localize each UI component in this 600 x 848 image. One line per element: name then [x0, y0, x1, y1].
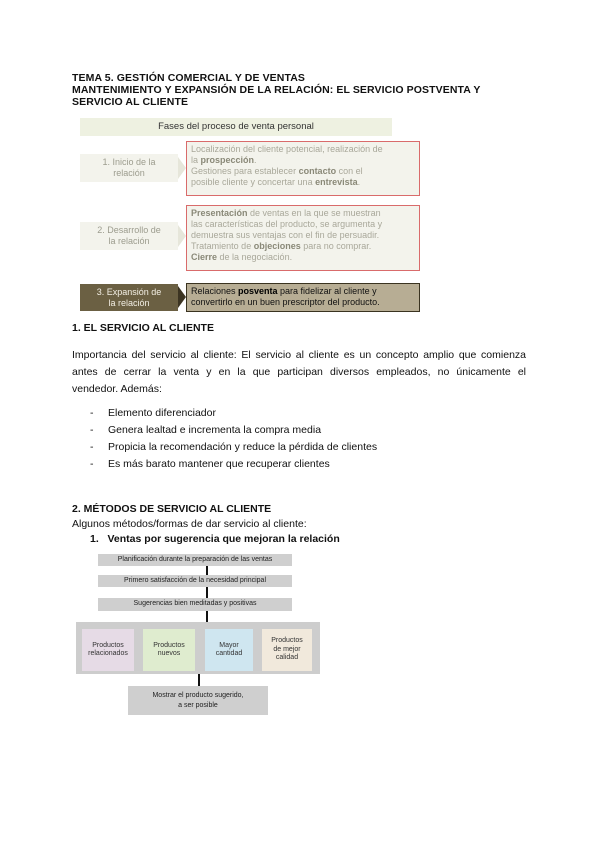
title-line-3: SERVICIO AL CLIENTE [72, 96, 189, 108]
phase-1-label: 1. Inicio de la relación [80, 154, 178, 182]
phase-2-label: 2. Desarrollo de la relación [80, 222, 178, 250]
title-line-2: MANTENIMIENTO Y EXPANSIÓN DE LA RELACIÓN: EL SERVICIO POSTVENTA Y [72, 84, 481, 96]
phase-2-description: Presentación de ventas en la que se muestran las características del producto, se argumenta y demuestra sus ventajas con el fin de persuadir. Tratamiento de objeciones para no comprar. Cierre de la negociación. [186, 205, 420, 271]
section-2-intro: Algunos métodos/formas de dar servicio al cliente: [72, 518, 307, 530]
phase-3-description: Relaciones posventa para fidelizar al cliente y convertirlo en un buen prescriptor del producto. [186, 283, 420, 312]
phases-heading: Fases del proceso de venta personal [80, 118, 392, 136]
connector [198, 674, 200, 686]
flow-step-3: Sugerencias bien meditadas y positivas [98, 598, 292, 611]
section-2-item-1: 1. Ventas por sugerencia que mejoran la relación [90, 533, 340, 545]
flow-final-step: Mostrar el producto sugerido, a ser posible [128, 686, 268, 715]
card-better-quality: Productos de mejor calidad [262, 629, 312, 671]
section-2-heading: 2. MÉTODOS DE SERVICIO AL CLIENTE [72, 503, 272, 515]
phase-3-label: 3. Expansión de la relación [80, 284, 178, 311]
section-1-heading: 1. EL SERVICIO AL CLIENTE [72, 322, 214, 334]
card-related-products: Productos relacionados [82, 629, 134, 671]
section-1-paragraph: Importancia del servicio al cliente: El servicio al cliente es un concepto amplio que comienza antes de cerrar la venta y en la que participan diversos empleados, no únicamente el vendedor. Además: [72, 349, 526, 395]
connector [206, 587, 208, 598]
list-item: - Propicia la recomendación y reduce la pérdida de clientes [80, 439, 520, 456]
arrow-icon [178, 286, 186, 308]
card-new-products: Productos nuevos [143, 629, 195, 671]
section-1-list [80, 405, 520, 473]
flow-step-2: Primero satisfacción de la necesidad principal [98, 575, 292, 587]
list-item: - Elemento diferenciador [80, 405, 520, 422]
list-item: - Genera lealtad e incrementa la compra media [80, 422, 520, 439]
arrow-icon [178, 225, 186, 247]
document-title [72, 72, 532, 108]
title-line-1: TEMA 5. GESTIÓN COMERCIAL Y DE VENTAS [72, 72, 305, 84]
card-greater-quantity: Mayor cantidad [205, 629, 253, 671]
flow-step-1: Planificación durante la preparación de las ventas [98, 554, 292, 566]
list-item: - Es más barato mantener que recuperar clientes [80, 456, 520, 473]
connector [206, 611, 208, 622]
arrow-icon [178, 157, 186, 179]
phase-1-description: Localización del cliente potencial, realización de la prospección. Gestiones para establecer contacto con el posible cliente y concertar una entrevista. [186, 141, 420, 196]
connector [206, 566, 208, 575]
